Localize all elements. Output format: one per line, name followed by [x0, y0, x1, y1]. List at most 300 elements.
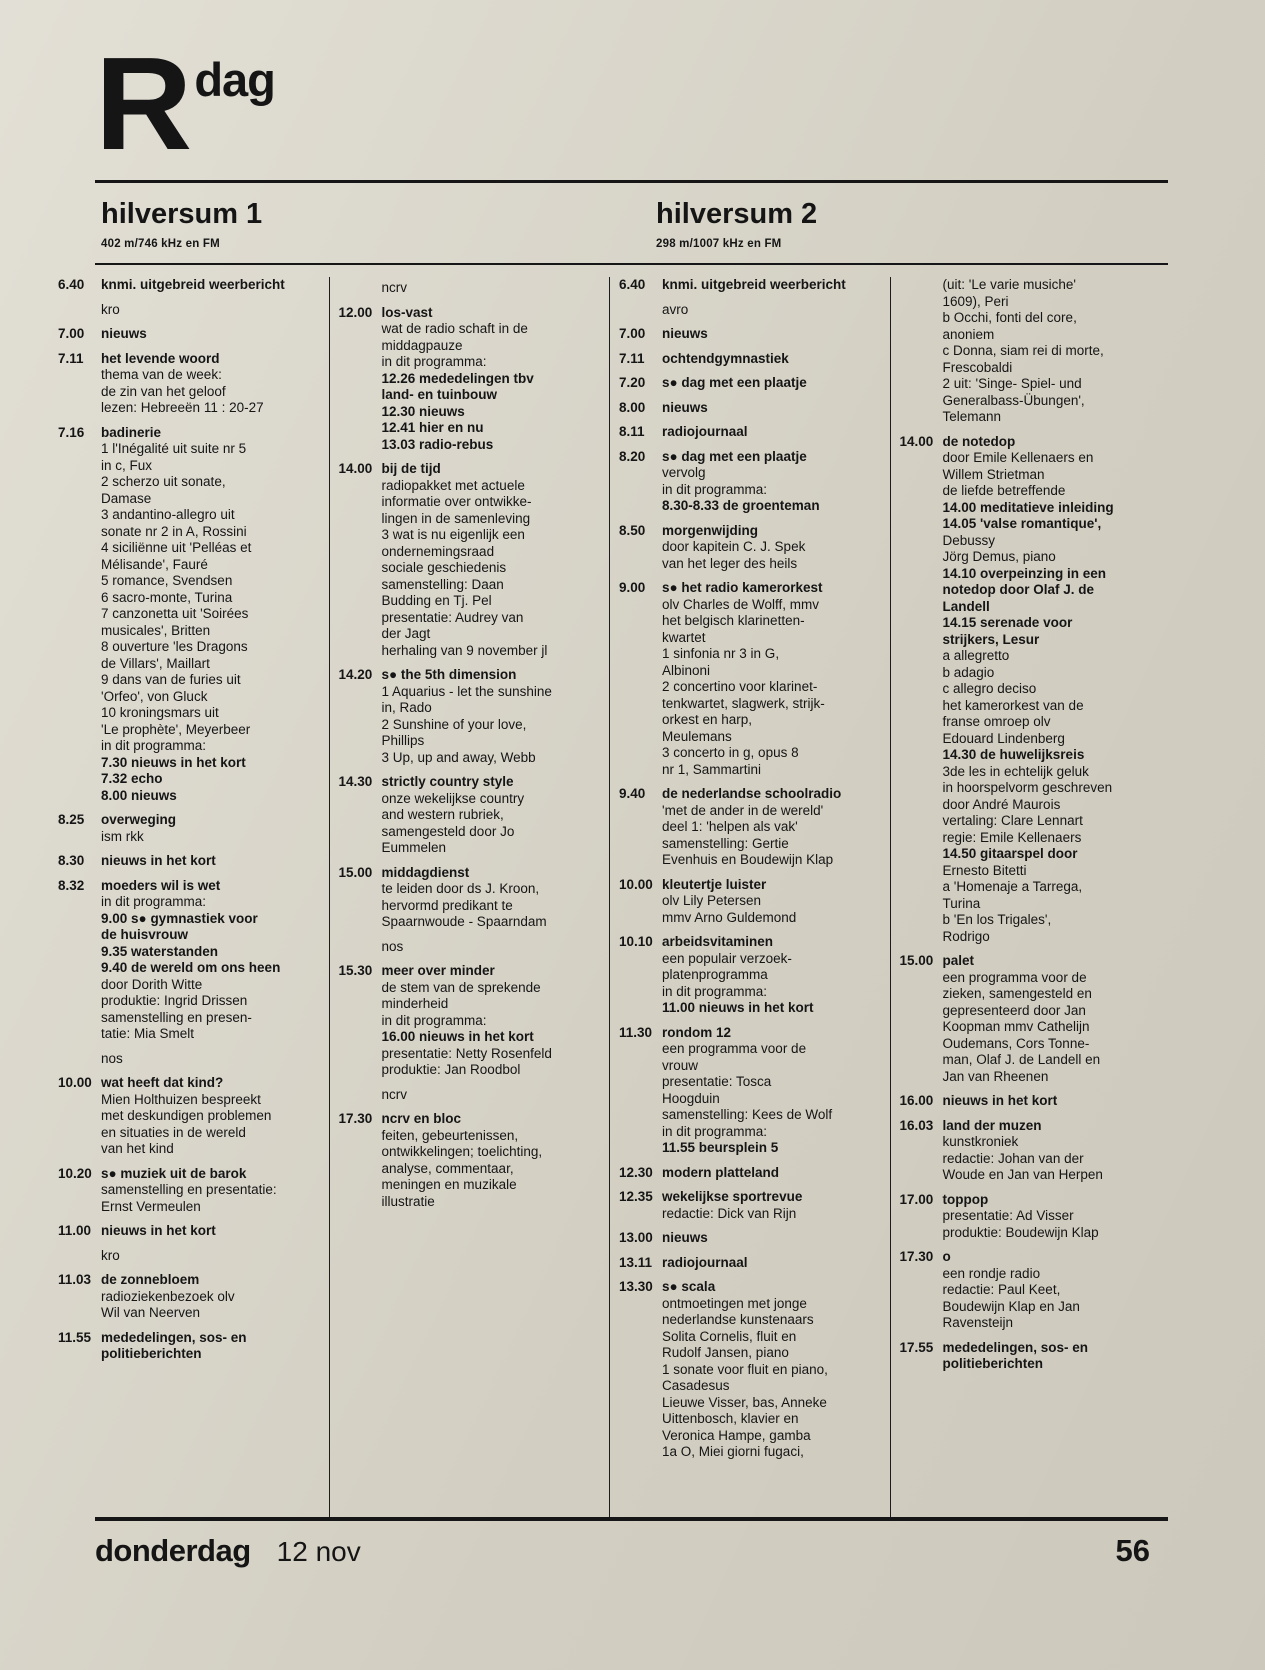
program-line: radioziekenbezoek olv — [101, 1288, 235, 1304]
program-line: 12.26 mededelingen tbv — [381, 370, 534, 386]
program-time: 12.00 — [338, 304, 373, 320]
program-entry — [58, 326, 319, 343]
program-line: musicales', Britten — [101, 622, 211, 638]
program-title: mededelingen, sos- en politieberichten — [942, 1339, 1089, 1371]
footer-date: 12 nov — [276, 1536, 361, 1567]
program-time: 7.11 — [58, 350, 84, 366]
program-time: 15.30 — [338, 963, 373, 978]
program-line: onze wekelijkse country — [381, 790, 525, 806]
program-time: 14.30 — [338, 774, 373, 789]
program-line: man, Olaf J. de Landell en — [942, 1052, 1101, 1067]
program-line: in c, Fux — [101, 457, 153, 473]
program-column-4 — [890, 277, 1171, 1517]
program-line: samenstelling en presentatie: — [101, 1182, 277, 1197]
program-line: orkest en harp, — [662, 712, 753, 727]
program-line: Wil van Neerven — [101, 1305, 201, 1320]
program-line: feiten, gebeurtenissen, — [381, 1127, 519, 1143]
program-entry — [58, 1330, 319, 1363]
program-line: presentatie: Ad Visser — [942, 1208, 1074, 1223]
program-line: minderheid — [381, 996, 449, 1011]
program-line: land- en tuinbouw — [381, 387, 497, 402]
program-entry — [619, 1279, 880, 1461]
program-time: 11.30 — [619, 1024, 653, 1040]
program-time: 7.20 — [619, 375, 646, 390]
program-entry — [619, 1189, 880, 1222]
program-entry — [339, 1111, 600, 1210]
program-time: 7.11 — [619, 350, 645, 366]
program-line: 9.35 waterstanden — [101, 943, 219, 959]
program-body — [662, 877, 880, 927]
program-body — [101, 1272, 319, 1322]
program-time: 6.40 — [619, 277, 646, 292]
program-line: 13.03 radio-rebus — [381, 436, 494, 452]
program-entry — [58, 1075, 319, 1158]
broadcaster-label: ncrv — [381, 280, 408, 295]
program-time: 17.30 — [899, 1249, 934, 1264]
program-body — [662, 326, 880, 343]
program-line: 14.30 de huwelijksreis — [942, 747, 1085, 762]
program-line: presentatie: Audrey van — [381, 609, 524, 625]
program-line: 8 ouverture 'les Dragons — [101, 639, 248, 654]
program-time: 11.03 — [58, 1272, 92, 1287]
program-body — [662, 580, 880, 778]
program-time: 10.20 — [58, 1165, 92, 1181]
program-line: presentatie: Tosca — [662, 1074, 772, 1089]
program-line: platenprogramma — [662, 967, 768, 982]
program-line: Edouard Lindenberg — [942, 730, 1065, 746]
program-line: 'Le prophète', Meyerbeer — [101, 721, 251, 737]
program-line: c allegro deciso — [942, 681, 1037, 696]
program-line: Phillips — [381, 733, 425, 748]
broadcaster-label: nos — [381, 938, 404, 954]
program-line: 8.00 nieuws — [101, 787, 177, 803]
program-entry — [339, 667, 600, 766]
program-time: 8.20 — [619, 448, 646, 464]
program-time: 10.00 — [619, 876, 653, 892]
program-line: kunstkroniek — [942, 1134, 1019, 1149]
program-time: 8.32 — [58, 877, 85, 893]
station-headers — [0, 198, 1265, 250]
program-line: Landell — [942, 598, 990, 614]
program-line: 10 kroningsmars uit — [101, 705, 219, 720]
program-title: de zonnebloem — [101, 1272, 200, 1287]
program-column-1 — [58, 277, 329, 1517]
program-line: der Jagt — [381, 626, 431, 641]
program-line: 9.40 de wereld om ons heen — [101, 960, 281, 975]
program-line: Jan van Rheenen — [942, 1068, 1049, 1084]
program-title: rondom 12 — [662, 1024, 732, 1040]
program-time: 6.40 — [58, 277, 85, 292]
program-line: kwartet — [662, 629, 706, 645]
program-body — [943, 1340, 1161, 1373]
program-time: 16.00 — [899, 1093, 934, 1108]
program-body — [662, 277, 880, 294]
program-line: Debussy — [942, 532, 996, 548]
program-line: Ernesto Bitetti — [942, 862, 1027, 878]
program-time: 12.30 — [619, 1164, 653, 1180]
program-body — [101, 812, 319, 845]
program-line: 11.00 nieuws in het kort — [662, 1000, 814, 1015]
program-time — [900, 277, 943, 426]
program-line: redactie: Paul Keet, — [942, 1282, 1061, 1297]
program-line: nederlandse kunstenaars — [662, 1312, 814, 1327]
program-line: (uit: 'Le varie musiche' — [942, 277, 1076, 292]
program-line: met deskundigen problemen — [101, 1108, 272, 1123]
program-title: kleutertje luister — [662, 876, 767, 892]
program-body — [101, 853, 319, 870]
program-line: 'Orfeo', von Gluck — [101, 688, 208, 704]
program-line: ism rkk — [101, 828, 144, 844]
program-line: door André Maurois — [942, 796, 1061, 812]
program-title: nieuws — [662, 326, 708, 341]
program-title: de notedop — [942, 433, 1016, 449]
program-line: 2 concertino voor klarinet- — [662, 679, 818, 694]
program-entry — [619, 400, 880, 417]
program-time: 17.55 — [899, 1339, 934, 1355]
program-entry — [900, 1093, 1161, 1110]
program-title: s● dag met een plaatje — [662, 375, 807, 390]
program-entry — [58, 425, 319, 805]
program-line: 1 Aquarius - let the sunshine — [381, 683, 552, 699]
program-line: in, Rado — [381, 700, 432, 715]
program-line: ontmoetingen met jonge — [662, 1295, 807, 1311]
program-line: een programma voor de — [662, 1041, 807, 1056]
program-body — [382, 461, 600, 659]
program-line: Koopman mmv Cathelijn — [942, 1019, 1090, 1034]
program-line: a allegretto — [942, 648, 1010, 663]
program-time: 7.00 — [619, 326, 646, 341]
program-title: s● scala — [662, 1279, 716, 1294]
program-line: produktie: Jan Roodbol — [381, 1062, 521, 1077]
program-column-2 — [329, 277, 610, 1517]
program-line: 14.15 serenade voor — [942, 615, 1073, 630]
program-entry — [58, 878, 319, 1043]
program-title: nieuws — [662, 1230, 708, 1245]
program-line: in dit programma: — [662, 1123, 768, 1139]
program-line: 1 sonate voor fluit en piano, — [662, 1361, 828, 1377]
program-line: 1609), Peri — [942, 293, 1009, 309]
program-time: 12.35 — [619, 1189, 653, 1204]
program-body — [662, 1025, 880, 1157]
program-line: anoniem — [942, 326, 995, 342]
program-line: in dit programma: — [101, 894, 207, 909]
program-time: 8.00 — [619, 399, 646, 415]
program-title: toppop — [942, 1191, 989, 1207]
program-time: 8.50 — [619, 522, 646, 538]
program-line: zieken, samengesteld en — [942, 986, 1092, 1001]
program-title: nieuws in het kort — [101, 1223, 216, 1238]
program-line: produktie: Boudewijn Klap — [942, 1224, 1099, 1240]
program-body — [662, 400, 880, 417]
program-line: in dit programma: — [662, 983, 768, 999]
program-line: 7.30 nieuws in het kort — [101, 754, 246, 770]
broadcaster-label: kro — [101, 301, 120, 317]
program-entry — [58, 277, 319, 294]
program-line: 4 siciliënne uit 'Pelléas et — [101, 540, 252, 555]
program-line: 5 romance, Svendsen — [101, 573, 233, 588]
program-body — [101, 425, 319, 805]
program-title: nieuws in het kort — [942, 1093, 1058, 1108]
program-title: palet — [942, 953, 975, 968]
program-line: radiopakket met actuele — [381, 477, 525, 493]
program-line: Eummelen — [381, 840, 447, 855]
program-body — [101, 1075, 319, 1158]
program-entry — [619, 1230, 880, 1247]
program-line: Rodrigo — [942, 928, 990, 944]
program-line: Hoogduin — [662, 1090, 720, 1106]
program-line: een programma voor de — [942, 969, 1087, 985]
program-entry — [339, 963, 600, 1079]
program-line: door Emile Kellenaers en — [942, 450, 1094, 465]
program-title: moeders wil is wet — [101, 877, 221, 893]
program-line: 14.00 meditatieve inleiding — [942, 499, 1114, 515]
program-body — [101, 277, 319, 294]
program-line: 14.05 'valse romantique', — [942, 516, 1102, 531]
logo-r-mark: R — [95, 30, 189, 177]
program-body — [101, 351, 319, 417]
program-time: 10.10 — [619, 934, 653, 949]
program-line: vrouw — [662, 1057, 699, 1073]
program-title: meer over minder — [381, 963, 495, 978]
program-line: te leiden door ds J. Kroon, — [381, 881, 540, 896]
program-time: 9.40 — [619, 786, 646, 801]
program-body — [943, 434, 1161, 946]
program-time: 16.03 — [899, 1117, 934, 1133]
program-entry — [619, 424, 880, 441]
station-hilversum-1 — [101, 198, 656, 250]
program-entry — [58, 1166, 319, 1216]
program-entry — [619, 375, 880, 392]
program-title: badinerie — [101, 424, 162, 440]
program-title: arbeidsvitaminen — [662, 934, 774, 949]
program-line: 12.41 hier en nu — [381, 420, 484, 435]
program-line: samenstelling en presen- — [101, 1009, 252, 1025]
program-time: 7.00 — [58, 326, 85, 341]
program-line: meningen en muzikale — [381, 1177, 517, 1192]
program-line: 7.32 echo — [101, 771, 163, 786]
program-line: 2 uit: 'Singe- Spiel- und — [942, 376, 1082, 391]
program-title: ochtendgymnastiek — [662, 350, 789, 366]
station-hilversum-2 — [656, 198, 1211, 250]
station-frequency: 298 m/1007 kHz en FM — [656, 238, 782, 250]
program-title: los-vast — [381, 304, 433, 320]
program-body — [943, 277, 1161, 426]
program-body — [101, 878, 319, 1043]
program-body — [943, 1093, 1161, 1110]
program-line: 2 Sunshine of your love, — [381, 716, 527, 732]
program-line: 3 Up, up and away, Webb — [381, 749, 536, 765]
program-entry — [339, 305, 600, 454]
program-line: Mélisande', Fauré — [101, 556, 208, 572]
program-line: informatie over ontwikke- — [381, 494, 532, 509]
program-title: wat heeft dat kind? — [101, 1075, 224, 1090]
program-time: 13.11 — [619, 1254, 653, 1270]
program-line: redactie: Johan van der — [942, 1150, 1084, 1166]
program-body — [662, 1189, 880, 1222]
program-body — [662, 1230, 880, 1247]
program-time: 14.00 — [899, 433, 934, 449]
program-body — [101, 1223, 319, 1240]
program-time: 15.00 — [899, 953, 934, 968]
program-line: in hoorspelvorm geschreven — [942, 780, 1113, 795]
program-body — [382, 865, 600, 931]
program-line: in dit programma: — [662, 481, 768, 497]
program-title: knmi. uitgebreid weerbericht — [101, 277, 285, 292]
program-line: 3 andantino-allegro uit — [101, 507, 235, 522]
program-line: olv Lily Petersen — [662, 893, 762, 908]
program-body — [943, 1118, 1161, 1184]
program-entry — [58, 853, 319, 870]
program-line: Willem Strietman — [942, 466, 1045, 482]
program-title: knmi. uitgebreid weerbericht — [662, 277, 846, 292]
program-time: 14.00 — [338, 461, 373, 476]
program-time: 13.30 — [619, 1279, 653, 1294]
program-line: notedop door Olaf J. de — [942, 582, 1094, 597]
program-line: mmv Arno Guldemond — [662, 909, 797, 925]
top-rule — [95, 180, 1168, 183]
program-line: Mien Holthuizen bespreekt — [101, 1091, 261, 1107]
program-body — [662, 1255, 880, 1272]
program-body — [101, 1330, 319, 1363]
program-entry — [619, 1255, 880, 1272]
program-entry — [619, 786, 880, 869]
masthead — [0, 0, 1265, 177]
station-name: hilversum 2 — [656, 198, 818, 230]
program-line: b adagio — [942, 664, 995, 680]
program-line: door kapitein C. J. Spek — [662, 539, 806, 554]
program-line: 'met de ander in de wereld' — [662, 802, 824, 818]
program-entry — [900, 953, 1161, 1085]
program-time: 8.25 — [58, 812, 85, 827]
program-line: het kamerorkest van de — [942, 697, 1084, 713]
program-body — [662, 449, 880, 515]
program-line: hervormd predikant te — [381, 897, 513, 913]
program-line: Spaarnwoude - Spaarndam — [381, 914, 547, 929]
program-line: tatie: Mia Smelt — [101, 1026, 195, 1041]
program-time: 7.16 — [58, 424, 85, 440]
broadcaster-label: nos — [101, 1050, 123, 1066]
program-line: in dit programma: — [101, 738, 207, 753]
program-title: bij de tijd — [381, 461, 441, 476]
program-time: 17.00 — [899, 1191, 934, 1207]
program-entry — [900, 1249, 1161, 1332]
program-line: in dit programma: — [381, 354, 487, 369]
program-time: 9.00 — [619, 580, 646, 595]
program-line: Evenhuis en Boudewijn Klap — [662, 852, 834, 867]
program-line: wat de radio schaft in de — [381, 321, 528, 336]
program-entry — [58, 812, 319, 845]
program-title: s● muziek uit de barok — [101, 1165, 247, 1181]
program-title: s● dag met een plaatje — [662, 448, 807, 464]
program-line: vertaling: Clare Lennart — [942, 813, 1083, 828]
program-line: 1a O, Miei giorni fugaci, — [662, 1444, 804, 1459]
program-line: strijkers, Lesur — [942, 631, 1040, 647]
program-line: samenstelling: Daan — [381, 576, 504, 592]
program-body — [662, 523, 880, 573]
program-body — [662, 1279, 880, 1461]
program-line: Ravensteijn — [942, 1315, 1014, 1330]
program-time: 11.00 — [58, 1223, 92, 1238]
broadcaster-label: ncrv — [381, 1086, 408, 1102]
program-line: Boudewijn Klap en Jan — [942, 1298, 1080, 1314]
station-frequency: 402 m/746 kHz en FM — [101, 238, 220, 250]
program-title: nieuws — [662, 399, 708, 415]
program-line: 12.30 nieuws — [381, 403, 465, 419]
program-entry — [619, 1025, 880, 1157]
program-columns — [0, 265, 1265, 1517]
program-time: 17.30 — [338, 1111, 373, 1126]
program-body — [382, 667, 600, 766]
program-entry — [619, 934, 880, 1017]
program-entry — [619, 1165, 880, 1182]
program-body — [382, 305, 600, 454]
program-line: ontwikkelingen; toelichting, — [381, 1144, 543, 1159]
program-line: Oudemans, Cors Tonne- — [942, 1035, 1090, 1051]
program-line: b 'En los Trigales', — [942, 912, 1052, 927]
bottom-rule — [95, 1517, 1168, 1521]
page-number: 56 — [1115, 1533, 1150, 1568]
program-line: Telemann — [942, 409, 1002, 424]
program-line: 2 scherzo uit sonate, — [101, 474, 226, 489]
program-line: herhaling van 9 november jl — [381, 642, 548, 658]
program-entry — [619, 351, 880, 368]
program-line: thema van de week: — [101, 367, 222, 382]
program-title: wekelijkse sportrevue — [662, 1189, 803, 1204]
program-body — [382, 1111, 600, 1210]
program-entry — [58, 1223, 319, 1240]
program-line: Damase — [101, 490, 152, 506]
program-line: tenkwartet, slagwerk, strijk- — [662, 695, 825, 711]
program-line: analyse, commentaar, — [381, 1160, 514, 1176]
program-line: Solita Cornelis, fluit en — [662, 1328, 797, 1344]
program-entry — [900, 1340, 1161, 1373]
program-line: and western rubriek, — [381, 807, 504, 822]
program-body — [662, 424, 880, 441]
program-line: 11.55 beursplein 5 — [662, 1140, 779, 1155]
logo-text: dag — [194, 53, 275, 106]
program-line: franse omroep olv — [942, 714, 1051, 729]
program-line: door Dorith Witte — [101, 976, 203, 992]
program-line: Veronica Hampe, gamba — [662, 1427, 811, 1443]
program-line: 9 dans van de furies uit — [101, 672, 241, 687]
program-title: mededelingen, sos- en politieberichten — [101, 1329, 247, 1361]
program-line: sonate nr 2 in A, Rossini — [101, 523, 247, 539]
program-line: het belgisch klarinetten- — [662, 613, 805, 628]
program-line: a 'Homenaje a Tarrega, — [942, 879, 1083, 894]
program-line: ondernemingsraad — [381, 543, 495, 559]
program-title: nieuws — [101, 326, 147, 341]
program-entry — [900, 1192, 1161, 1242]
program-line: redactie: Dick van Rijn — [662, 1205, 797, 1221]
program-entry — [619, 523, 880, 573]
program-title: nieuws in het kort — [101, 853, 216, 868]
program-line: in dit programma: — [381, 1012, 487, 1028]
program-line: Jörg Demus, piano — [942, 549, 1056, 564]
program-entry — [619, 877, 880, 927]
program-time: 14.20 — [338, 667, 373, 682]
program-line: Turina — [942, 895, 981, 911]
program-line: de Villars', Maillart — [101, 655, 210, 671]
station-name: hilversum 1 — [101, 198, 263, 230]
program-body — [662, 934, 880, 1017]
program-body — [943, 953, 1161, 1085]
program-title: s● het radio kamerorkest — [662, 580, 823, 595]
program-title: morgenwijding — [662, 522, 758, 538]
program-entry — [619, 326, 880, 343]
program-line: gepresenteerd door Jan — [942, 1002, 1086, 1018]
program-time: 13.00 — [619, 1230, 653, 1245]
footer-day: donderdag — [95, 1533, 251, 1568]
